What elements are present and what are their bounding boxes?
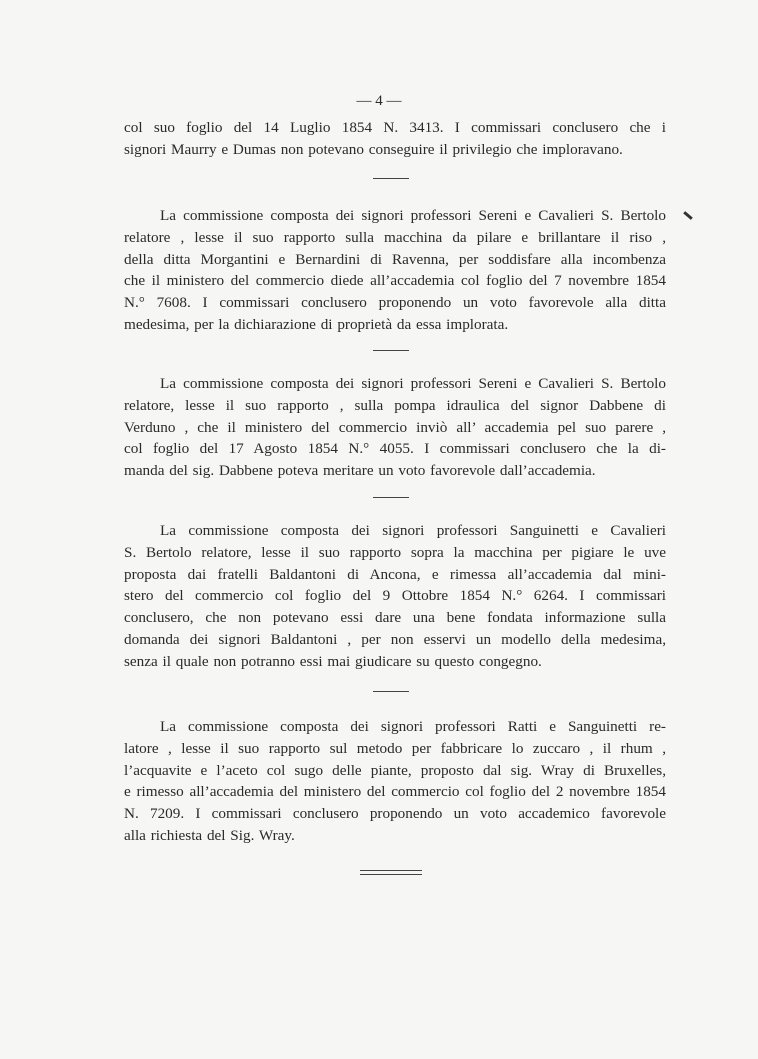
text-line: relatore , lesse il suo rapporto sulla macchina da pilare e brillantare il riso , bbox=[124, 228, 666, 246]
text-line: senza il quale non potranno essi mai giudicare su questo congegno. bbox=[124, 652, 542, 670]
text-line: conclusero, che non potevano essi dare una bene fondata informazione sulla bbox=[124, 609, 666, 627]
text-line: La commissione composta dei signori professori Sanguinetti e Cavalieri bbox=[160, 522, 666, 539]
text-line: La commissione composta dei signori professori Sereni e Cavalieri S. Bertolo bbox=[160, 375, 666, 392]
section-divider bbox=[373, 691, 409, 692]
text-line: La commissione composta dei signori professori Sereni e Cavalieri S. Bertolo bbox=[160, 207, 666, 224]
text-line: col suo foglio del 14 Luglio 1854 N. 3413. I commissari conclusero che i bbox=[124, 119, 666, 136]
text-line: domanda dei signori Baldantoni , per non esservi un modello della medesima, bbox=[124, 631, 666, 648]
text-line: alla richiesta del Sig. Wray. bbox=[124, 827, 295, 844]
section-divider bbox=[373, 350, 409, 351]
text-line: N. 7209. I commissari conclusero proponendo un voto accademico favorevole bbox=[124, 805, 666, 823]
section-divider bbox=[373, 497, 409, 498]
text-line: S. Bertolo relatore, lesse il suo rapporto sopra la macchina per pigiare le uve bbox=[124, 543, 666, 561]
section-divider bbox=[373, 178, 409, 179]
page-number: — 4 — bbox=[356, 93, 402, 109]
text-line: Verduno , che il ministero del commercio inviò all’ accademia pel suo parere , bbox=[124, 418, 666, 436]
text-line: manda del sig. Dabbene poteva meritare un voto favorevole dall’accademia. bbox=[124, 462, 596, 480]
text-line: e rimesso all’accademia del ministero del commercio col foglio del 2 novembre 1854 bbox=[124, 783, 666, 801]
text-line: medesima, per la dichiarazione di proprietà da essa implorata. bbox=[124, 316, 509, 333]
text-line: latore , lesse il suo rapporto sul metodo per fabbricare lo zuccaro , il rhum , bbox=[124, 739, 666, 757]
text-line: signori Maurry e Dumas non potevano conseguire il privilegio che imploravano. bbox=[124, 140, 623, 158]
text-line: l’acquavite e l’aceto col sugo delle piante, proposto dal sig. Wray di Bruxelles, bbox=[124, 761, 666, 779]
text-line: La commissione composta dei signori professori Ratti e Sanguinetti re- bbox=[160, 718, 666, 735]
text-line: della ditta Morgantini e Bernardini di Ravenna, per soddisfare alla incombenza bbox=[124, 250, 666, 268]
text-line: N.° 7608. I commissari conclusero proponendo un voto favorevole alla ditta bbox=[124, 294, 666, 312]
end-divider bbox=[360, 870, 422, 871]
text-line: proposta dai fratelli Baldantoni di Ancona, e rimessa all’accademia dal mini- bbox=[124, 565, 666, 583]
text-line: stero del commercio col foglio del 9 Ottobre 1854 N.° 6264. I commissari bbox=[124, 587, 666, 605]
scan-mark bbox=[683, 211, 693, 220]
text-line: col foglio del 17 Agosto 1854 N.° 4055. I commissari conclusero che la di- bbox=[124, 440, 666, 458]
text-line: relatore, lesse il suo rapporto , sulla pompa idraulica del signor Dabbene di bbox=[124, 396, 666, 414]
text-line: che il ministero del commercio diede all’accademia col foglio del 7 novembre 1854 bbox=[124, 272, 666, 290]
